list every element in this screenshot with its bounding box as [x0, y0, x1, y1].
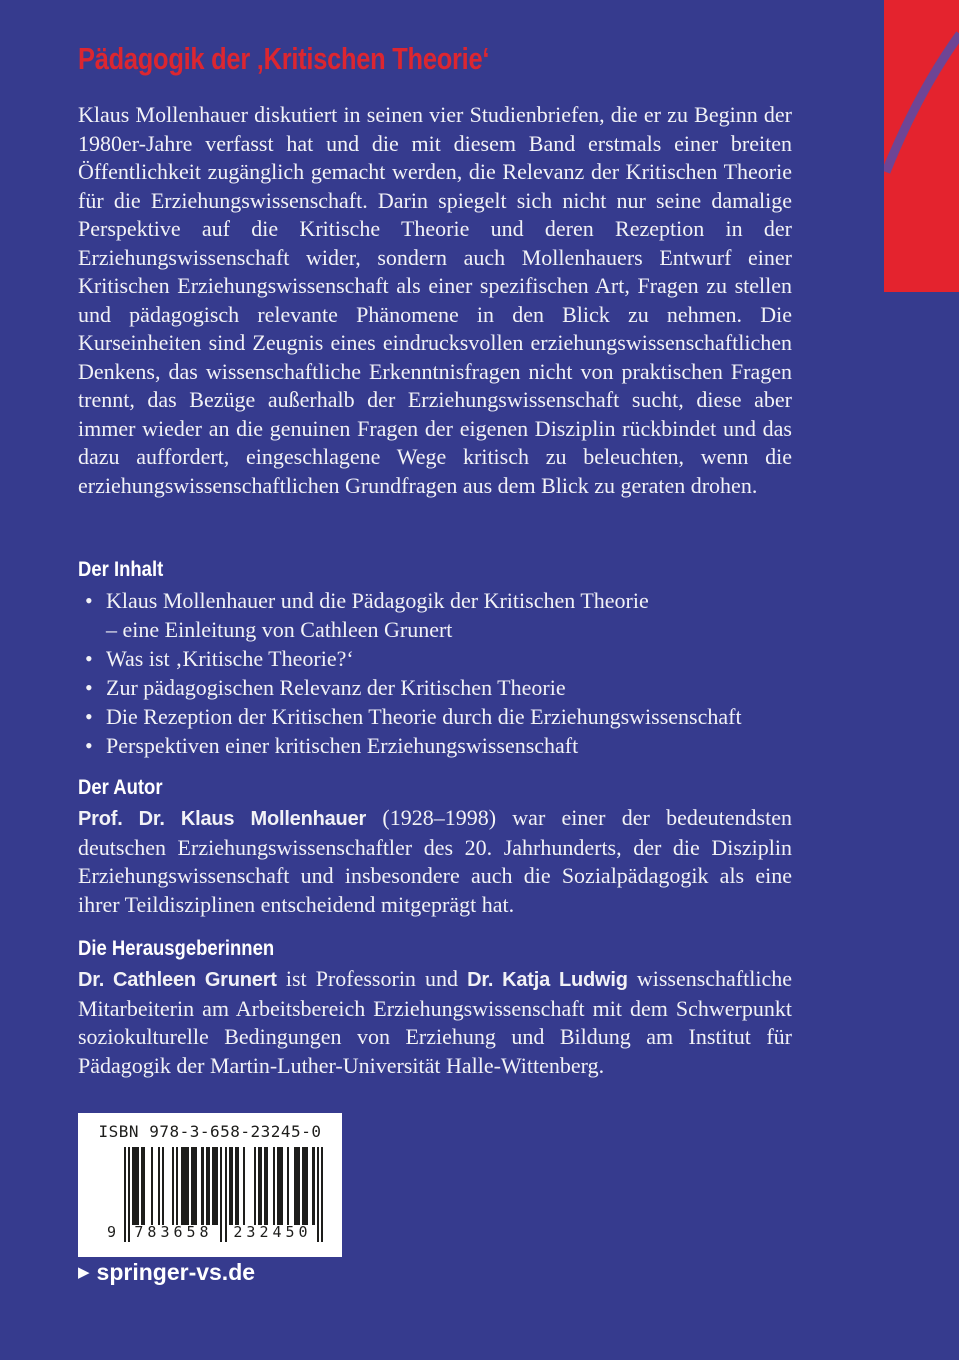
publisher-url: springer-vs.de	[96, 1259, 256, 1285]
ean-barcode	[107, 1147, 324, 1242]
page-title: Pädagogik der ‚Kritischen Theorie‘	[78, 41, 490, 76]
author-paragraph	[78, 804, 792, 919]
blurb-paragraph: Klaus Mollenhauer diskutiert in seinen vier Studienbriefen, die er zu Beginn der 1980er-Jahre verfasst hat und die mit diesem Band erstmals einer breiten Öffentlichkeit zugänglich gemacht werden, die Relevanz der Kritischen Theorie für die Erziehungswissenschaft. Darin spiegelt sich nicht nur seine damalige Perspektive auf die Kritische Theorie und deren Rezeption in der Erziehungswissenschaft wider, sondern auch Mollenhauers Entwurf einer Kritischen Erziehungswissenschaft als einer spezifischen Art, Fragen zu stellen und pädagogisch relevante Phänomene in den Blick zu nehmen. Die Kurseinheiten sind Zeugnis eines eindrucksvollen erziehungswissenschaftlichen Denkens, das wissenschaftliche Erkenntnisfragen nicht von praktischen Fragen trennt, das Bezüge außerhalb der Erziehungswissenschaft sucht, diese aber immer wieder an die genuinen Fragen der eigenen Disziplin rückbindet und das dazu auffordert, eingeschlagene Wege kritisch zu beleuchten, wenn die erziehungswissenschaftlichen Grundfragen aus dem Blick zu geraten drohen.	[78, 102, 792, 498]
list-item-text: Klaus Mollenhauer und die Pädagogik der Kritischen Theorie – eine Einleitung von Cathleen Grunert	[106, 588, 649, 642]
editors-middle-text: ist Professorin und	[276, 966, 468, 991]
list-item	[78, 702, 792, 731]
section-heading-autor: Der Autor	[78, 776, 163, 799]
list-item-text: Perspektiven einer kritischen Erziehungswissenschaft	[106, 733, 579, 758]
bullet-dot-icon: •	[85, 675, 93, 700]
section-heading-inhalt: Der Inhalt	[78, 558, 164, 581]
barcode-digit-group1: 783658	[134, 1223, 213, 1241]
list-item	[78, 673, 792, 702]
editor-name-1: Dr. Cathleen Grunert	[78, 969, 277, 991]
bullet-dot-icon: •	[85, 646, 93, 671]
editors-text: wissenschaftliche Mitarbeiterin am Arbeitsbereich Erziehungswissenschaft mit dem Schwerpunkt soziokulturelle Bedingungen von Erziehung und Bildung am Institut für Pädagogik der Martin-Luther-Universität Halle-Wittenberg.	[78, 966, 793, 1078]
content-list	[78, 586, 792, 760]
isbn-label: ISBN 978-3-658-23245-0	[98, 1122, 322, 1141]
isbn-box	[78, 1113, 342, 1257]
list-item	[78, 731, 792, 760]
author-text: (1928–1998) war einer der bedeutendsten deutschen Erziehungswissenschaftler des 20. Jahrhunderts, der die Disziplin Erziehungswissenschaft und insbesondere auch die Sozialpädagogik als eine ihrer Teildisziplinen entscheidend mitgeprägt hat.	[78, 805, 792, 917]
bullet-dot-icon: •	[85, 588, 93, 613]
list-item	[78, 644, 792, 673]
author-name: Prof. Dr. Klaus Mollenhauer	[78, 808, 367, 830]
list-item-text: Was ist ‚Kritische Theorie?‘	[106, 646, 354, 671]
bullet-dot-icon: •	[85, 733, 93, 758]
ribbon-curve-icon	[884, 0, 959, 292]
barcode-digit-group2: 232450	[233, 1223, 312, 1241]
publisher-url-line	[78, 1259, 255, 1286]
red-corner-ribbon	[884, 0, 959, 292]
list-item-text: Zur pädagogischen Relevanz der Kritischen Theorie	[106, 675, 566, 700]
triangle-icon: ▶	[78, 1263, 90, 1281]
barcode-digit-first: 9	[107, 1223, 117, 1241]
editor-name-2: Dr. Katja Ludwig	[467, 969, 628, 991]
section-heading-herausgeberinnen: Die Herausgeberinnen	[78, 937, 275, 960]
list-item	[78, 586, 651, 644]
list-item-text: Die Rezeption der Kritischen Theorie durch die Erziehungswissenschaft	[106, 704, 742, 729]
bullet-dot-icon: •	[85, 704, 93, 729]
editors-paragraph	[78, 965, 792, 1080]
